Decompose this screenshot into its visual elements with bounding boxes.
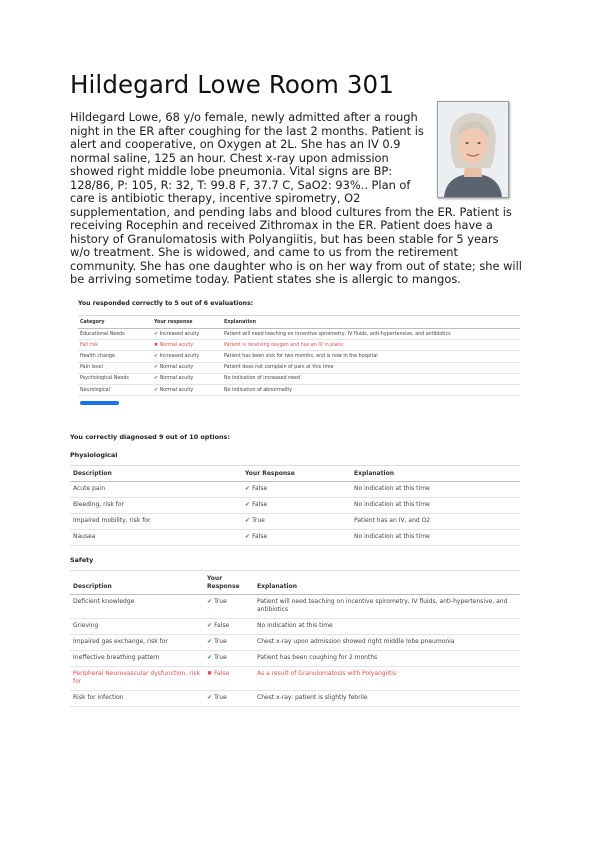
response-text: False (252, 532, 268, 540)
explanation-cell: Patient has been sick for two months, and is now in the hospital (222, 351, 520, 362)
response-cell (152, 384, 222, 395)
table-row (78, 373, 520, 384)
description-cell: Impaired gas exchange, risk for (70, 634, 204, 650)
page-title: Hildegard Lowe Room 301 (70, 70, 394, 99)
table-row (70, 666, 520, 690)
response-text: False (252, 485, 268, 493)
response-cell (152, 362, 222, 373)
category-cell: Neurological (78, 384, 152, 395)
cross-icon: ✖ (207, 669, 215, 677)
cross-icon: ✖ (154, 342, 160, 348)
check-icon: ✔ (154, 353, 160, 359)
explanation-cell: Patient has been coughing for 2 months (254, 650, 520, 666)
description-cell: Peripheral Neurovascular dysfunction, risk for (70, 666, 204, 690)
explanation-cell: Patient will need teaching on incentive spirometry, IV fluids, anti-hypertensive, and antibiotics (254, 594, 520, 618)
response-cell (152, 351, 222, 362)
explanation-cell: Chest x-ray: patient is slightly febrile (254, 690, 520, 706)
column-header: Your Response (242, 466, 351, 482)
check-icon: ✔ (154, 387, 160, 393)
description-cell: Nausea (70, 529, 242, 545)
explanation-cell: As a result of Granulomatosis with Polyangiitis (254, 666, 520, 690)
response-cell (204, 618, 254, 634)
diagnosis-summary: You correctly diagnosed 9 out of 10 options: (70, 433, 230, 441)
table-row (70, 618, 520, 634)
table-row (78, 340, 520, 351)
check-icon: ✔ (207, 622, 215, 630)
category-cell: Health change (78, 351, 152, 362)
explanation-cell: No indication at this time (254, 618, 520, 634)
explanation-cell: Patient does not complain of pain at this time (222, 362, 520, 373)
table-row (70, 529, 520, 545)
explanation-cell: Patient is receiving oxygen and has an IV in place (222, 340, 520, 351)
response-cell (204, 594, 254, 618)
check-icon: ✔ (154, 331, 160, 337)
category-cell: Pain level (78, 362, 152, 373)
explanation-cell: Patient will need teaching on incentive spirometry, IV fluids, anti-hypertensive, and antibiotics (222, 329, 520, 340)
evaluation-results (78, 300, 520, 405)
table-row (70, 594, 520, 618)
check-icon: ✔ (207, 597, 215, 605)
patient-narrative (70, 111, 522, 287)
response-cell (152, 329, 222, 340)
check-icon: ✔ (245, 485, 253, 493)
response-text: False (214, 669, 230, 677)
table-row (78, 351, 520, 362)
category-cell: Fall risk (78, 340, 152, 351)
check-icon: ✔ (207, 694, 215, 702)
response-text: Increased acuity (159, 331, 200, 337)
evaluation-summary: You responded correctly to 5 out of 6 evaluations: (78, 300, 254, 307)
response-text: Normal acuity (159, 387, 194, 393)
category-cell: Psychological Needs (78, 373, 152, 384)
response-cell (242, 497, 351, 513)
description-cell: Deficient knowledge (70, 594, 204, 618)
table-row (78, 362, 520, 373)
explanation-cell: No indication at this time (351, 529, 520, 545)
response-cell (204, 690, 254, 706)
progress-bar (80, 401, 119, 405)
column-header: Explanation (222, 316, 520, 329)
table-row (70, 497, 520, 513)
response-text: Increased acuity (159, 353, 200, 359)
table-row (70, 482, 520, 498)
response-cell (204, 666, 254, 690)
column-header: Explanation (254, 570, 520, 594)
check-icon: ✔ (207, 637, 215, 645)
column-header: Your Response (204, 570, 254, 594)
check-icon: ✔ (207, 653, 215, 661)
check-icon: ✔ (245, 501, 253, 509)
explanation-cell: No indication at this time (351, 482, 520, 498)
column-header: Description (70, 570, 204, 594)
response-text: False (214, 622, 230, 630)
response-text: True (214, 653, 227, 661)
narrative-text: Hildegard Lowe, 68 y/o female, newly admitted after a rough night in the ER after coughing for the last 2 months. Patient is alert and cooperative, on Oxygen at 2L. She has an IV 0.9 normal saline, 125 an hour. Chest x-ray upon admission showed right middle lobe pneumonia. Vital signs are BP: 128/86, P: 105, R: 32, T: 99.8 F, 37.7 C, SaO2: 93%.. Plan of care is antibiotic therapy, incentive spirometry, O2 supplementation, and pending labs and blood cultures from the ER. Patient is receiving Rocephin and received Zithromax in the ER. Patient does have a history of Granulomatosis with Polyangiitis, but has been stable for 5 years w/o treatment. She is widowed, and came to us from the retirement community. She has one daughter who is on her way from out of state; she will be arriving sometime today. Patient states she is allergic to mangos. (70, 110, 522, 286)
response-cell (204, 650, 254, 666)
physiological-table (70, 465, 520, 546)
column-header: Description (70, 466, 242, 482)
response-cell (152, 340, 222, 351)
check-icon: ✔ (154, 376, 160, 382)
explanation-cell: No indication of increased need (222, 373, 520, 384)
description-cell: Grieving (70, 618, 204, 634)
response-cell (242, 529, 351, 545)
response-text: True (214, 637, 227, 645)
safety-table (70, 570, 520, 707)
response-cell (204, 634, 254, 650)
check-icon: ✔ (245, 516, 253, 524)
column-header: Category (78, 316, 152, 329)
response-text: True (214, 597, 227, 605)
explanation-cell: Patient has an IV, and O2 (351, 513, 520, 529)
explanation-cell: No indication at this time (351, 497, 520, 513)
description-cell: Ineffective breathing pattern (70, 650, 204, 666)
column-header: Explanation (351, 466, 520, 482)
description-cell: Impaired mobility, risk for (70, 513, 242, 529)
check-icon: ✔ (245, 532, 253, 540)
explanation-cell: Chest x-ray upon admission showed right middle lobe pneumonia (254, 634, 520, 650)
response-text: True (252, 516, 265, 524)
response-cell (242, 513, 351, 529)
category-cell: Educational Needs (78, 329, 152, 340)
section-heading-safety: Safety (70, 555, 94, 564)
column-header: Your response (152, 316, 222, 329)
response-cell (152, 373, 222, 384)
evaluation-table (78, 315, 520, 396)
description-cell: Acute pain (70, 482, 242, 498)
response-text: True (214, 694, 227, 702)
table-row (70, 650, 520, 666)
description-cell: Risk for infection (70, 690, 204, 706)
response-text: Normal acuity (159, 365, 194, 371)
response-cell (242, 482, 351, 498)
section-heading-physiological: Physiological (70, 451, 118, 459)
table-row (78, 384, 520, 395)
check-icon: ✔ (154, 365, 160, 371)
table-row (70, 513, 520, 529)
table-row (70, 690, 520, 706)
response-text: False (252, 501, 268, 509)
table-row (70, 634, 520, 650)
diagnosis-results (70, 433, 520, 707)
table-row (78, 329, 520, 340)
explanation-cell: No indication of abnormality (222, 384, 520, 395)
response-text: Normal acuity (159, 342, 194, 348)
description-cell: Bleeding, risk for (70, 497, 242, 513)
response-text: Normal acuity (159, 376, 194, 382)
